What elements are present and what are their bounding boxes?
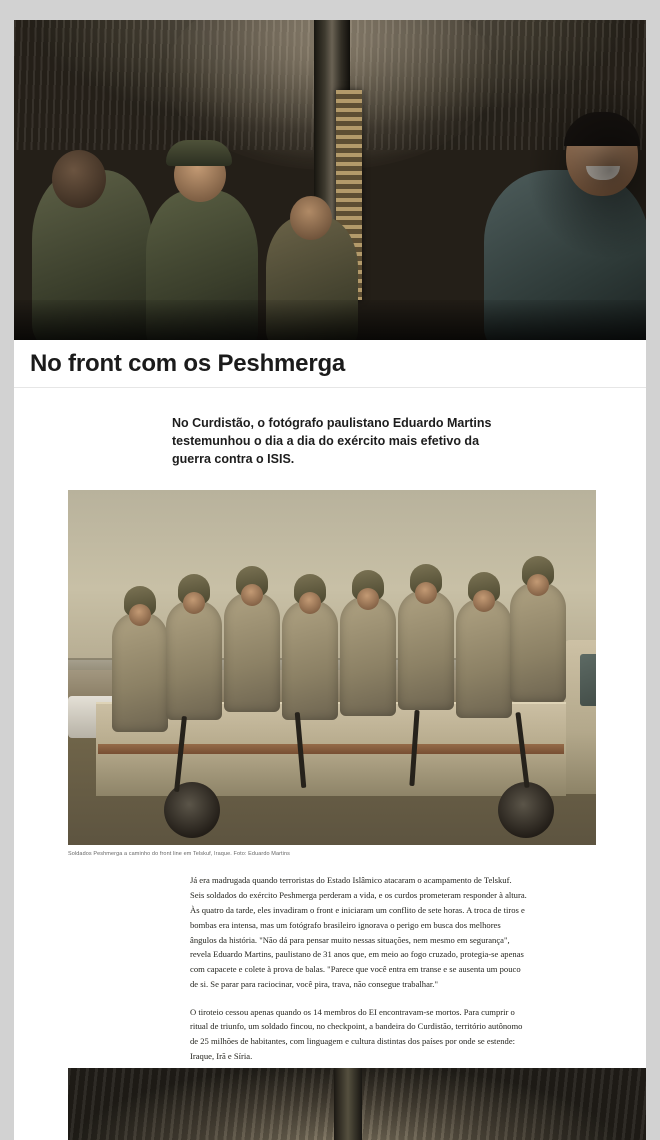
article-paragraph-1: Já era madrugada quando terroristas do Estado Islâmico atacaram o acampamento de Telskuf. Seis soldados do exército Peshmerga perderam a vida, e os curdos prometeram responder à altura. Às quatro da tarde, eles invadiram o front e iniciaram um conflito de sete horas. A troca de tiros e bombas era intensa, mas um fotógrafo brasileiro ignorava o perigo em busca dos melhores ângulos da história. "Não dá para pensar muito nessas situações, nem mesmo em segurança", revela Eduardo Martins, paulistano de 31 anos que, em meio ao fogo cruzado, protegia-se apenas com capacete e colete à prova de balas. "Parece que você entra em transe e se ausenta um pouco de si. Se parar para raciocinar, você pira, trava, não consegue trabalhar." [190,875,527,989]
bottom-photo-vehicle-interior [68,1068,646,1140]
main-photo-peshmerga-truck [68,490,596,845]
soldier-seated-4 [282,600,338,720]
hero-soldier-center-head [290,196,332,240]
bottom-photo-center-beam [334,1068,362,1140]
soldier-seated-2 [166,600,222,720]
article-paragraph-2: O tiroteio cessou apenas quando os 14 membros do EI encontravam-se mortos. Para cumprir o ritual de triunfo, um soldado fincou, no checkpoint, a bandeira do Curdistão, território autônomo de 25 milhões de habitantes, com linguagem e cultura distintas dos países por onde se estende: Iraque, Irã e Síria. [190,1006,523,1061]
hero-photo-humvee-interior [14,20,646,340]
article-title-bar [14,340,646,388]
soldier-seated-8 [510,582,566,702]
truck-cab-window [580,654,596,706]
hero-floor-shadow [14,300,646,340]
truck-side-stripe [98,744,564,754]
soldiers-row [112,586,552,714]
soldier-seated-3 [224,592,280,712]
hero-soldier-left-head [52,150,106,208]
photo-caption: Soldados Peshmerga a caminho do front line em Telskuf, Iraque. Foto: Eduardo Martins [68,851,290,858]
article-lede: No Curdistão, o fotógrafo paulistano Eduardo Martins testemunhou o dia a dia do exército mais efetivo da guerra contra o ISIS. [172,416,492,467]
hero-shadow-overlay [526,80,646,260]
page-margin-left [0,0,14,1140]
truck-rear-wheel [164,782,220,838]
page-margin-right [646,0,660,1140]
soldier-seated-6 [398,590,454,710]
truck-front-wheel [498,782,554,838]
soldier-seated-5 [340,596,396,716]
article-body [190,873,528,1063]
soldier-seated-7 [456,598,512,718]
hero-soldier-cap [166,140,232,166]
page-title: No front com os Peshmerga [30,349,346,377]
article-card [14,340,646,1140]
soldier-seated-1 [112,612,168,732]
